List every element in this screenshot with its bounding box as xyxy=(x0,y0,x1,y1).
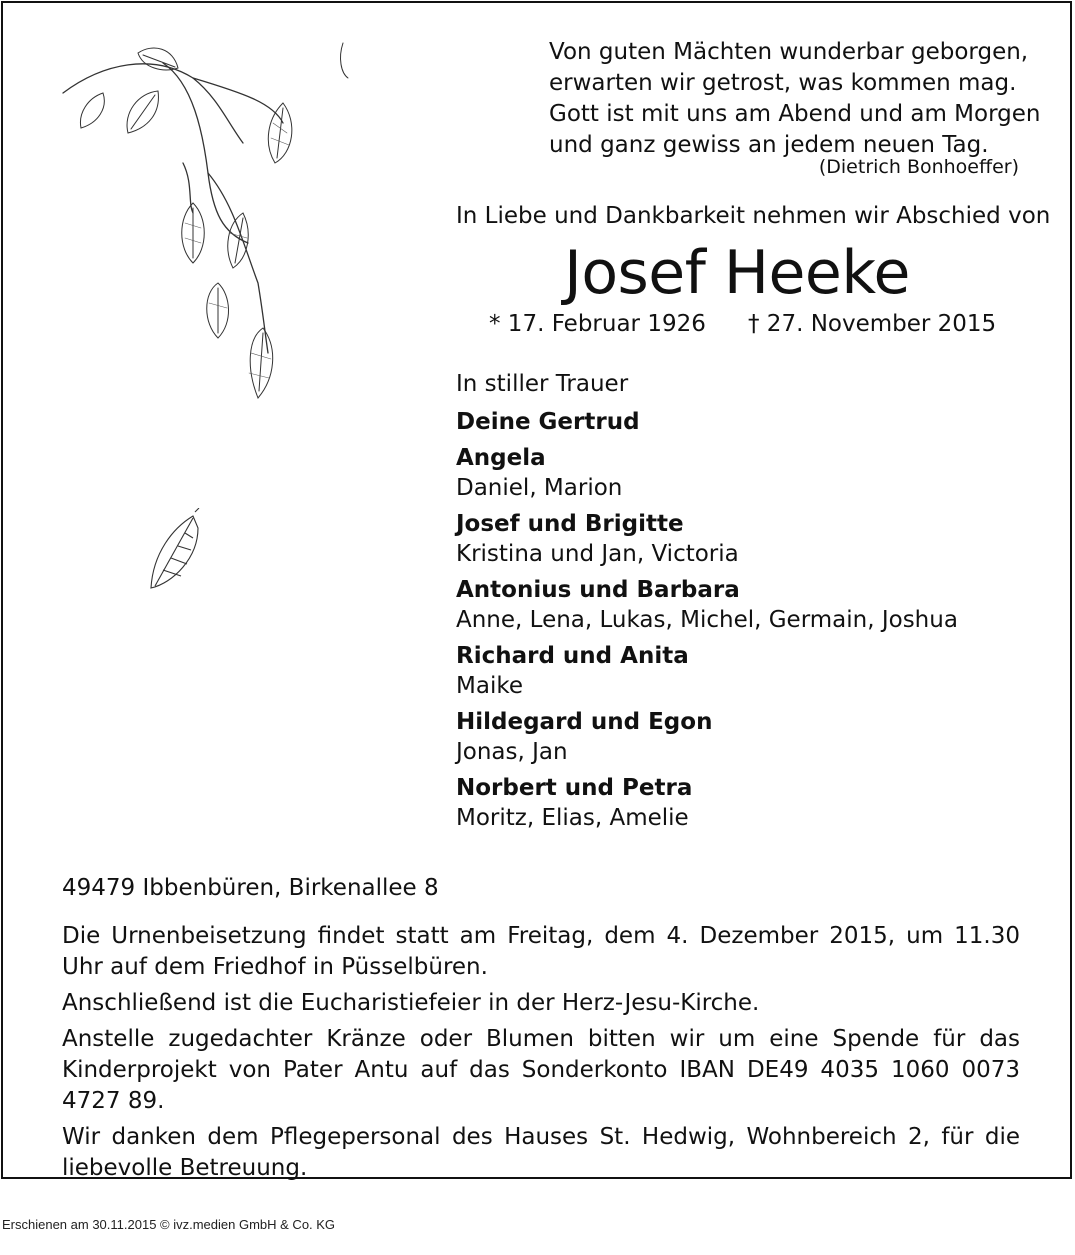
family-members: Maike xyxy=(456,673,523,699)
family-group xyxy=(456,575,1056,635)
family-members: Daniel, Marion xyxy=(456,475,623,501)
poem-line: erwarten wir getrost, was kommen mag. xyxy=(549,70,1017,96)
notice-paragraph: Wir danken dem Pflegepersonal des Hauses St. Hedwig, Wohnbereich 2, für die liebevolle Betreuung. xyxy=(62,1124,1020,1181)
family-group xyxy=(456,641,1056,701)
family-head: Deine Gertrud xyxy=(456,409,640,435)
publication-footer: Erschienen am 30.11.2015 © ivz.medien GmbH & Co. KG xyxy=(2,1217,336,1232)
poem-author: (Dietrich Bonhoeffer) xyxy=(818,156,1019,178)
family-head: Antonius und Barbara xyxy=(456,577,740,603)
family-group xyxy=(456,773,1056,833)
family-head: Norbert und Petra xyxy=(456,775,693,801)
family-members: Anne, Lena, Lukas, Michel, Germain, Joshua xyxy=(456,607,958,633)
farewell-line: In Liebe und Dankbarkeit nehmen wir Abschied von xyxy=(456,203,1051,229)
family-head: Hildegard und Egon xyxy=(456,709,713,735)
family-group xyxy=(456,407,1056,437)
notice-paragraph: Anschließend ist die Eucharistiefeier in der Herz-Jesu-Kirche. xyxy=(62,990,760,1016)
poem xyxy=(549,37,1041,161)
poem-line: und ganz gewiss an jedem neuen Tag. xyxy=(549,132,989,158)
family-group xyxy=(456,509,1056,569)
family-members: Jonas, Jan xyxy=(456,739,568,765)
poem-line: Von guten Mächten wunderbar geborgen, xyxy=(549,39,1029,65)
birch-branch-icon xyxy=(43,23,353,423)
notice-paragraph: Anstelle zugedachter Kränze oder Blumen bitten wir um eine Spende für das Kinderprojekt von Pater Antu auf das Sonderkonto IBAN DE49 4035 1060 0073 4727 89. xyxy=(62,1026,1020,1114)
family-head: Angela xyxy=(456,445,546,471)
address: 49479 Ibbenbüren, Birkenallee 8 xyxy=(62,875,439,901)
family-group xyxy=(456,443,1056,503)
notice-paragraph: Die Urnenbeisetzung findet statt am Freitag, dem 4. Dezember 2015, um 11.30 Uhr auf dem Friedhof in Püsselbüren. xyxy=(62,923,1020,980)
notice-body xyxy=(62,921,1020,1189)
mourning-line: In stiller Trauer xyxy=(456,371,629,397)
family-head: Josef und Brigitte xyxy=(456,511,684,537)
family-list xyxy=(456,407,1056,839)
falling-leaf-icon xyxy=(143,508,213,608)
family-group xyxy=(456,707,1056,767)
notice-frame xyxy=(1,1,1072,1179)
poem-line: Gott ist mit uns am Abend und am Morgen xyxy=(549,101,1041,127)
family-members: Moritz, Elias, Amelie xyxy=(456,805,689,831)
death-date: † 27. November 2015 xyxy=(748,311,997,337)
deceased-name: Josef Heeke xyxy=(564,238,910,308)
family-members: Kristina und Jan, Victoria xyxy=(456,541,739,567)
birth-date: * 17. Februar 1926 xyxy=(489,311,706,337)
family-head: Richard und Anita xyxy=(456,643,689,669)
